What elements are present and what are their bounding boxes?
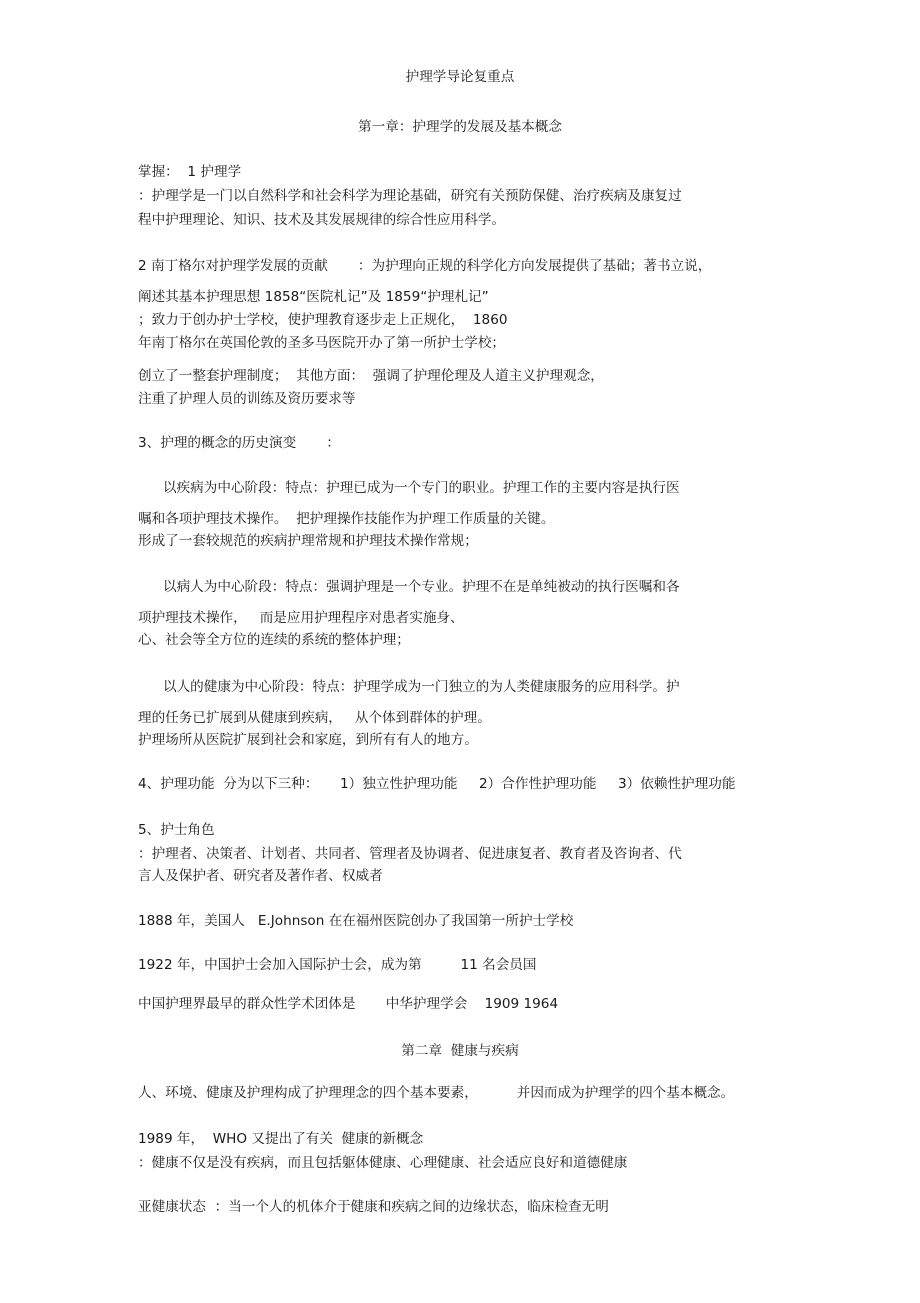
chapter-heading: 第二章 健康与疾病 bbox=[401, 1043, 519, 1059]
paragraph-line: 4、护理功能 分为以下三种： 1）独立性护理功能 2）合作性护理功能 3）依赖性护理功能 bbox=[138, 776, 736, 792]
section-heading: 3、护理的概念的历史演变 ： bbox=[138, 435, 341, 451]
paragraph-line: 阐述其基本护理思想 1858“医院札记”及 1859“护理札记” bbox=[138, 289, 489, 305]
paragraph-line: 护理场所从医院扩展到社会和家庭，到所有有人的地方。 bbox=[138, 732, 478, 748]
paragraph-line: 以疾病为中心阶段：特点：护理已成为一个专门的职业。护理工作的主要内容是执行医 bbox=[163, 480, 680, 496]
paragraph-line: 年南丁格尔在英国伦敦的圣多马医院开办了第一所护士学校； bbox=[138, 335, 506, 351]
paragraph-line: 心、社会等全方位的连续的系统的整体护理； bbox=[138, 632, 410, 648]
paragraph-line: 以人的健康为中心阶段：特点：护理学成为一门独立的为人类健康服务的应用科学。护 bbox=[163, 679, 680, 695]
paragraph-line: ；致力于创办护士学校，使护理教育逐步走上正规化， 1860 bbox=[138, 312, 508, 328]
paragraph-line: 嘱和各项护理技术操作。 把护理操作技能作为护理工作质量的关键。 bbox=[138, 511, 555, 527]
document-title: 护理学导论复重点 bbox=[405, 69, 515, 85]
section-heading: 5、护士角色 bbox=[138, 822, 215, 838]
paragraph-line: 中国护理界最早的群众性学术团体是 中华护理学会 1909 1964 bbox=[138, 996, 559, 1012]
paragraph-line: 程中护理理论、知识、技术及其发展规律的综合性应用科学。 bbox=[138, 212, 506, 228]
paragraph-line: 言人及保护者、研究者及著作者、权威者 bbox=[138, 868, 383, 884]
paragraph-line: 理的任务已扩展到从健康到疾病， 从个体到群体的护理。 bbox=[138, 710, 491, 726]
paragraph-line: 2 南丁格尔对护理学发展的贡献 ：为护理向正规的科学化方向发展提供了基础；著书立说， bbox=[138, 258, 712, 274]
paragraph-line: 以病人为中心阶段：特点：强调护理是一个专业。护理不在是单纯被动的执行医嘱和各 bbox=[163, 579, 680, 595]
paragraph-line: 人、环境、健康及护理构成了护理理念的四个基本要素， 并因而成为护理学的四个基本概念。 bbox=[138, 1085, 735, 1101]
chapter-heading: 第一章：护理学的发展及基本概念 bbox=[358, 119, 562, 135]
paragraph-line: 1922 年，中国护士会加入国际护士会，成为第 11 名会员国 bbox=[138, 957, 537, 973]
paragraph-line: 1888 年，美国人 E.Johnson 在在福州医院创办了我国第一所护士学校 bbox=[138, 913, 574, 929]
paragraph-line: 创立了一整套护理制度； 其他方面： 强调了护理伦理及人道主义护理观念， bbox=[138, 368, 604, 384]
paragraph-line: 形成了一套较规范的疾病护理常规和护理技术操作常规； bbox=[138, 533, 478, 549]
paragraph-line: 掌握： 1 护理学 bbox=[138, 164, 242, 180]
paragraph-line: ：护理者、决策者、计划者、共同者、管理者及协调者、促进康复者、教育者及咨询者、代 bbox=[138, 846, 682, 862]
paragraph-line: 项护理技术操作， 而是应用护理程序对患者实施身、 bbox=[138, 610, 464, 626]
paragraph-line: 注重了护理人员的训练及资历要求等 bbox=[138, 391, 356, 407]
paragraph-line: ：护理学是一门以自然科学和社会科学为理论基础，研究有关预防保健、治疗疾病及康复过 bbox=[138, 188, 682, 204]
paragraph-line: ：健康不仅是没有疾病，而且包括躯体健康、心理健康、社会适应良好和道德健康 bbox=[138, 1155, 628, 1171]
paragraph-line: 1989 年， WHO 又提出了有关 健康的新概念 bbox=[138, 1131, 424, 1147]
paragraph-line: 亚健康状态 ：当一个人的机体介于健康和疾病之间的边缘状态，临床检查无明 bbox=[138, 1199, 609, 1215]
